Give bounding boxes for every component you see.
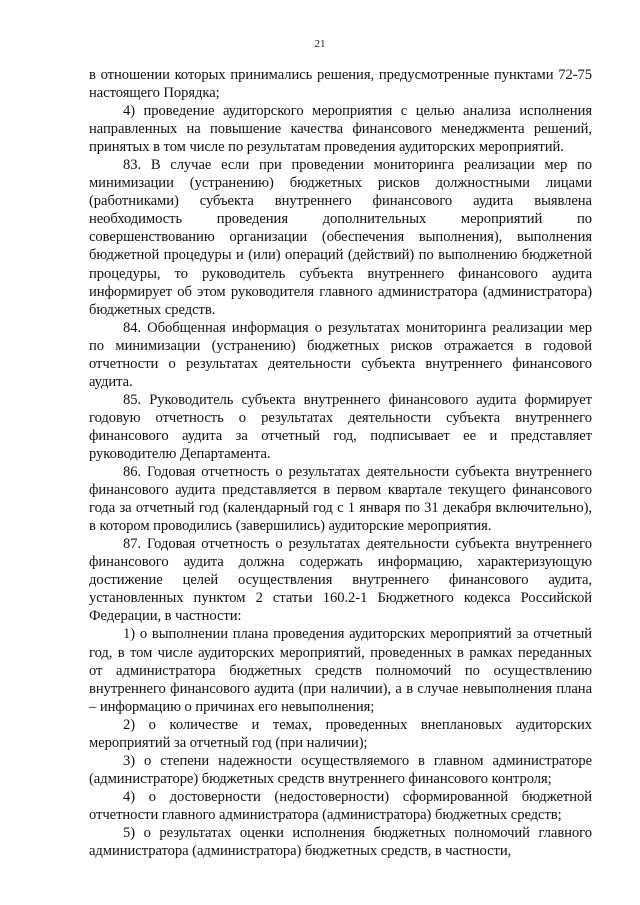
paragraph: 85. Руководитель субъекта внутреннего финансового аудита формирует годовую отчетность о результатах деятельности субъекта внутреннего финансового аудита за отчетный год, подписывает ее и представляет руководителю Департамента.: [89, 391, 592, 462]
paragraph: 86. Годовая отчетность о результатах деятельности субъекта внутреннего финансового аудита представляется в первом квартале текущего финансового года за отчетный год (календарный год с 1 января по 31 декабря включительно), в котором проводились (завершились) аудиторские мероприятия.: [89, 464, 592, 535]
paragraph: 5) о результатах оценки исполнения бюджетных полномочий главного администратора (администратора) бюджетных средств, в частности,: [89, 824, 592, 860]
paragraph: 3) о степени надежности осуществляемого в главном администраторе (администраторе) бюджетных средств внутреннего финансового контроля;: [89, 752, 592, 787]
paragraph: 4) о достоверности (недостоверности) сформированной бюджетной отчетности главного администратора (администратора) бюджетных средств;: [89, 788, 592, 823]
paragraph: 2) о количестве и темах, проведенных внеплановых аудиторских мероприятий за отчетный год (при наличии);: [89, 716, 592, 751]
paragraph: 83. В случае если при проведении мониторинга реализации мер по минимизации (устранению) бюджетных рисков должностными лицами (работниками) субъекта внутреннего финансового аудита выявлена необходимость проведения дополнительных мероприятий по совершенствованию организации (обеспечения выполнения), выполнения бюджетной процедуры и (или) операций (действий) по выполнению бюджетной процедуры, то руководитель субъекта внутреннего финансового аудита информирует об этом руководителя главного администратора (администратора) бюджетных средств.: [89, 157, 592, 318]
paragraph: 4) проведение аудиторского мероприятия с целью анализа исполнения направленных на повышение качества финансового менеджмента решений, принятых в том числе по результатам проведения аудиторских мероприятий.: [89, 103, 592, 156]
paragraph: 87. Годовая отчетность о результатах деятельности субъекта внутреннего финансового аудита должна содержать информацию, характеризующую достижение целей осуществления внутреннего финансового аудита, установленных пунктом 2 статьи 160.2-1 Бюджетного кодекса Российской Федерации, в частности:: [89, 536, 592, 625]
document-body: [89, 66, 592, 860]
paragraph: 1) о выполнении плана проведения аудиторских мероприятий за отчетный год, в том числе аудиторских мероприятий, проведенных в рамках переданных от администратора бюджетных средств полномочий по осуществлению внутреннего финансового аудита (при наличии), а в случае невыполнения плана – информацию о причинах его невыполнения;: [89, 626, 592, 715]
page-number: 21: [314, 38, 326, 50]
paragraph: 84. Обобщенная информация о результатах мониторинга реализации мер по минимизации (устранению) бюджетных рисков отражается в годовой отчетности о результатах деятельности субъекта внутреннего финансового аудита.: [89, 319, 592, 390]
paragraph: в отношении которых принимались решения, предусмотренные пунктами 72-75 настоящего Порядка;: [89, 67, 592, 102]
